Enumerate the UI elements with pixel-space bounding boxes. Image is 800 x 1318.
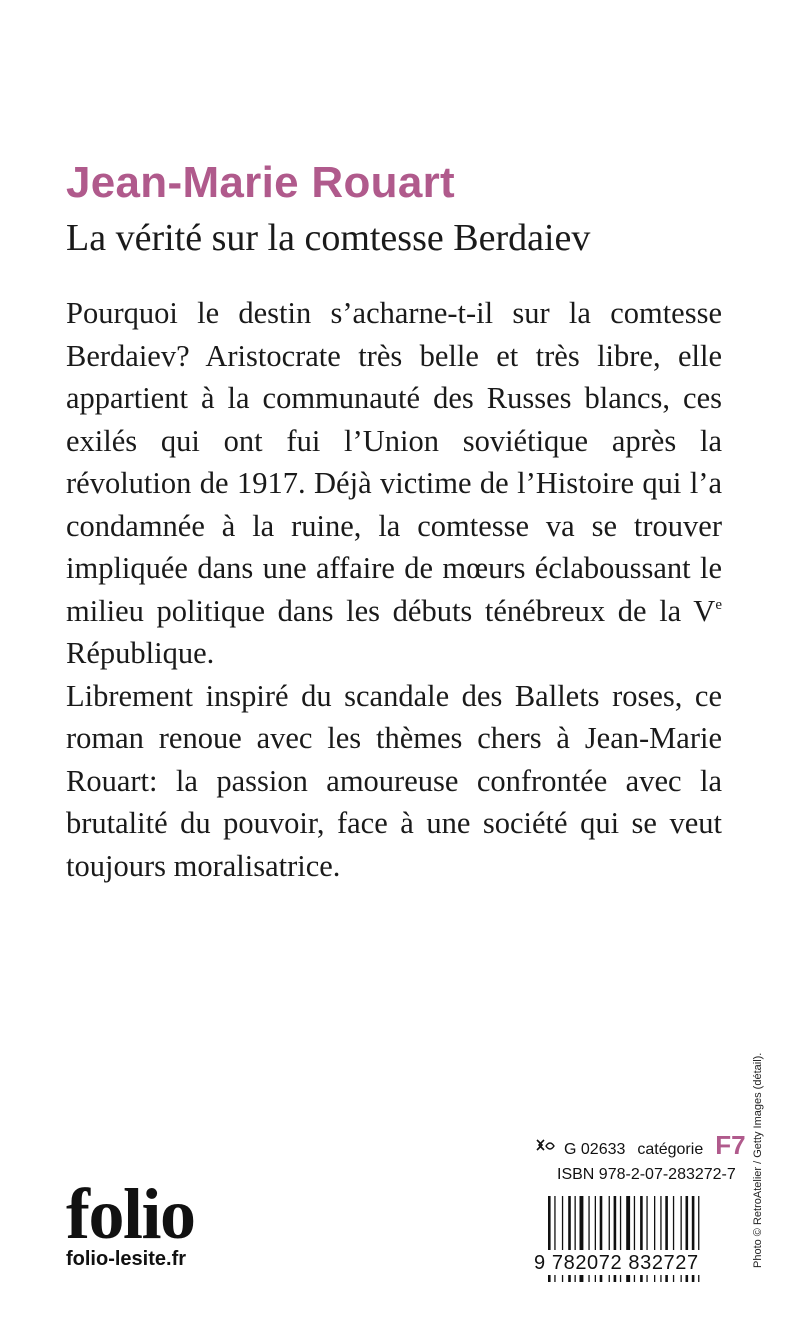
book-title: La vérité sur la comtesse Berdaiev [66, 217, 591, 259]
blurb-p1-text-end: République. [66, 636, 215, 670]
catalog-number: G 02633 [564, 1141, 626, 1158]
photo-credit: Photo © RetroAtelier / Getty Images (détail). [752, 1052, 764, 1268]
isbn: ISBN 978-2-07-283272-7 [557, 1166, 736, 1183]
blurb-p1-text: Pourquoi le destin s’acharne-t-il sur la comtesse Berdaiev? Aristocrate très belle et très libre, elle appartient à la communauté des Russes blancs, ces exilés qui ont fui l’Union soviétique après la révolution de 1917. Déjà victime de l’Histoire qui l’a condamnée à la ruine, la comtesse va se trouver impliquée dans une affaire de mœurs éclaboussant le milieu politique dans les débuts ténébreux de la V [66, 296, 722, 628]
blurb-paragraph-1 [66, 292, 722, 675]
barcode-digits: 9 782072 832727 [534, 1250, 722, 1275]
blurb-p1-superscript: e [715, 596, 722, 613]
folio-logo: folio [66, 1174, 195, 1254]
blurb-paragraph-2: Librement inspiré du scandale des Ballets roses, ce roman renoue avec les thèmes chers à Jean-Marie Rouart: la passion amoureuse confrontée avec la brutalité du pouvoir, face à une société qui se veut toujours moralisatrice. [66, 678, 722, 883]
publisher-website: folio-lesite.fr [66, 1248, 187, 1270]
category-label: catégorie [637, 1141, 704, 1158]
back-cover-blurb [66, 292, 722, 887]
category-code: F7 [715, 1130, 746, 1160]
publisher-mark-icon [534, 1138, 556, 1159]
catalog-line [534, 1130, 746, 1161]
author-name: Jean-Marie Rouart [66, 158, 455, 207]
